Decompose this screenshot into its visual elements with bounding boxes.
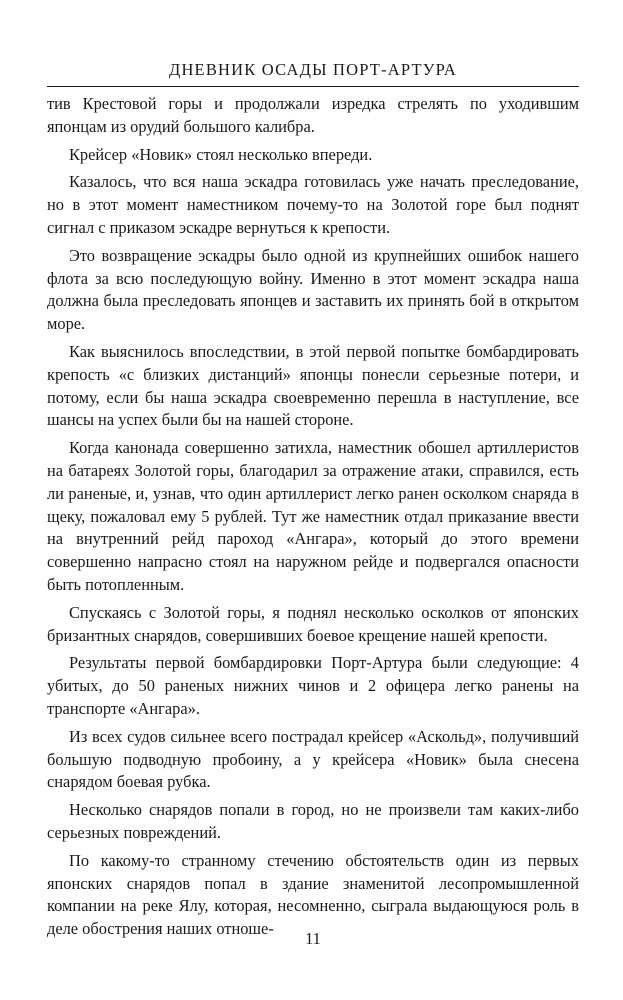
paragraph: Крейсер «Новик» стоял несколько впереди. [69,144,373,164]
paragraph: тив Крестовой горы и продолжали изредка стрелять по уходившим японцам из орудий большого калибра. [47,94,579,136]
body-text [47,93,579,941]
paragraph: Из всех судов сильнее всего пострадал крейсер «Аскольд», получивший большую подводную пробоину, а у крейсера «Новик» была снесена снарядом боевая рубка. [47,726,579,792]
page-number: 11 [305,929,321,948]
paragraph: Несколько снарядов попали в город, но не произвели там каких-либо серьезных повреждений. [47,800,579,842]
paragraph: Результаты первой бомбардировки Порт-Артура были следующие: 4 убитых, до 50 раненых нижних чинов и 2 офицера легко ранены на транспорте «Ангара». [47,653,579,718]
running-head: ДНЕВНИК ОСАДЫ ПОРТ-АРТУРА [47,60,579,87]
paragraph: Это возвращение эскадры было одной из крупнейших ошибок нашего флота за всю последующую войну. Именно в этот момент эскадра наша должна была преследовать японцев и заставить их принять бой в открытом море. [47,245,579,334]
paragraph: По какому-то странному стечению обстоятельств один из первых японских снарядов попал в здание знаменитой лесопромышленной компании на реке Ялу, которая, несомненно, сыграла выдающуюся роль в деле обострения наших отноше- [47,850,579,939]
paragraph: Спускаясь с Золотой горы, я поднял несколько осколков от японских бризантных снарядов, совершивших боевое крещение нашей крепости. [47,602,579,645]
paragraph: Казалось, что вся наша эскадра готовилась уже начать преследование, но в этот момент наместником почему-то на Золотой горе был поднят сигнал с приказом эскадре вернуться к крепости. [47,172,579,237]
paragraph: Когда канонада совершенно затихла, наместник обошел артиллеристов на батареях Золотой горы, благодарил за отражение атаки, справился, есть ли раненые, и, узнав, что один артиллерист легко ранен осколком снаряда в щеку, пожаловал ему 5 рублей. Тут же наместник отдал приказание ввести на внутренний рейд пароход «Ангара», который до этого времени совершенно напрасно стоял на наружном рейде и подвергался опасности быть потопленным. [47,438,579,594]
book-page [47,60,579,960]
paragraph: Как выяснилось впоследствии, в этой первой попытке бомбардировать крепость «с близких дистанций» японцы понесли серьезные потери, и потому, если бы наша эскадра своевременно перешла в наступление, все шансы на успех были бы на нашей стороне. [47,341,579,430]
